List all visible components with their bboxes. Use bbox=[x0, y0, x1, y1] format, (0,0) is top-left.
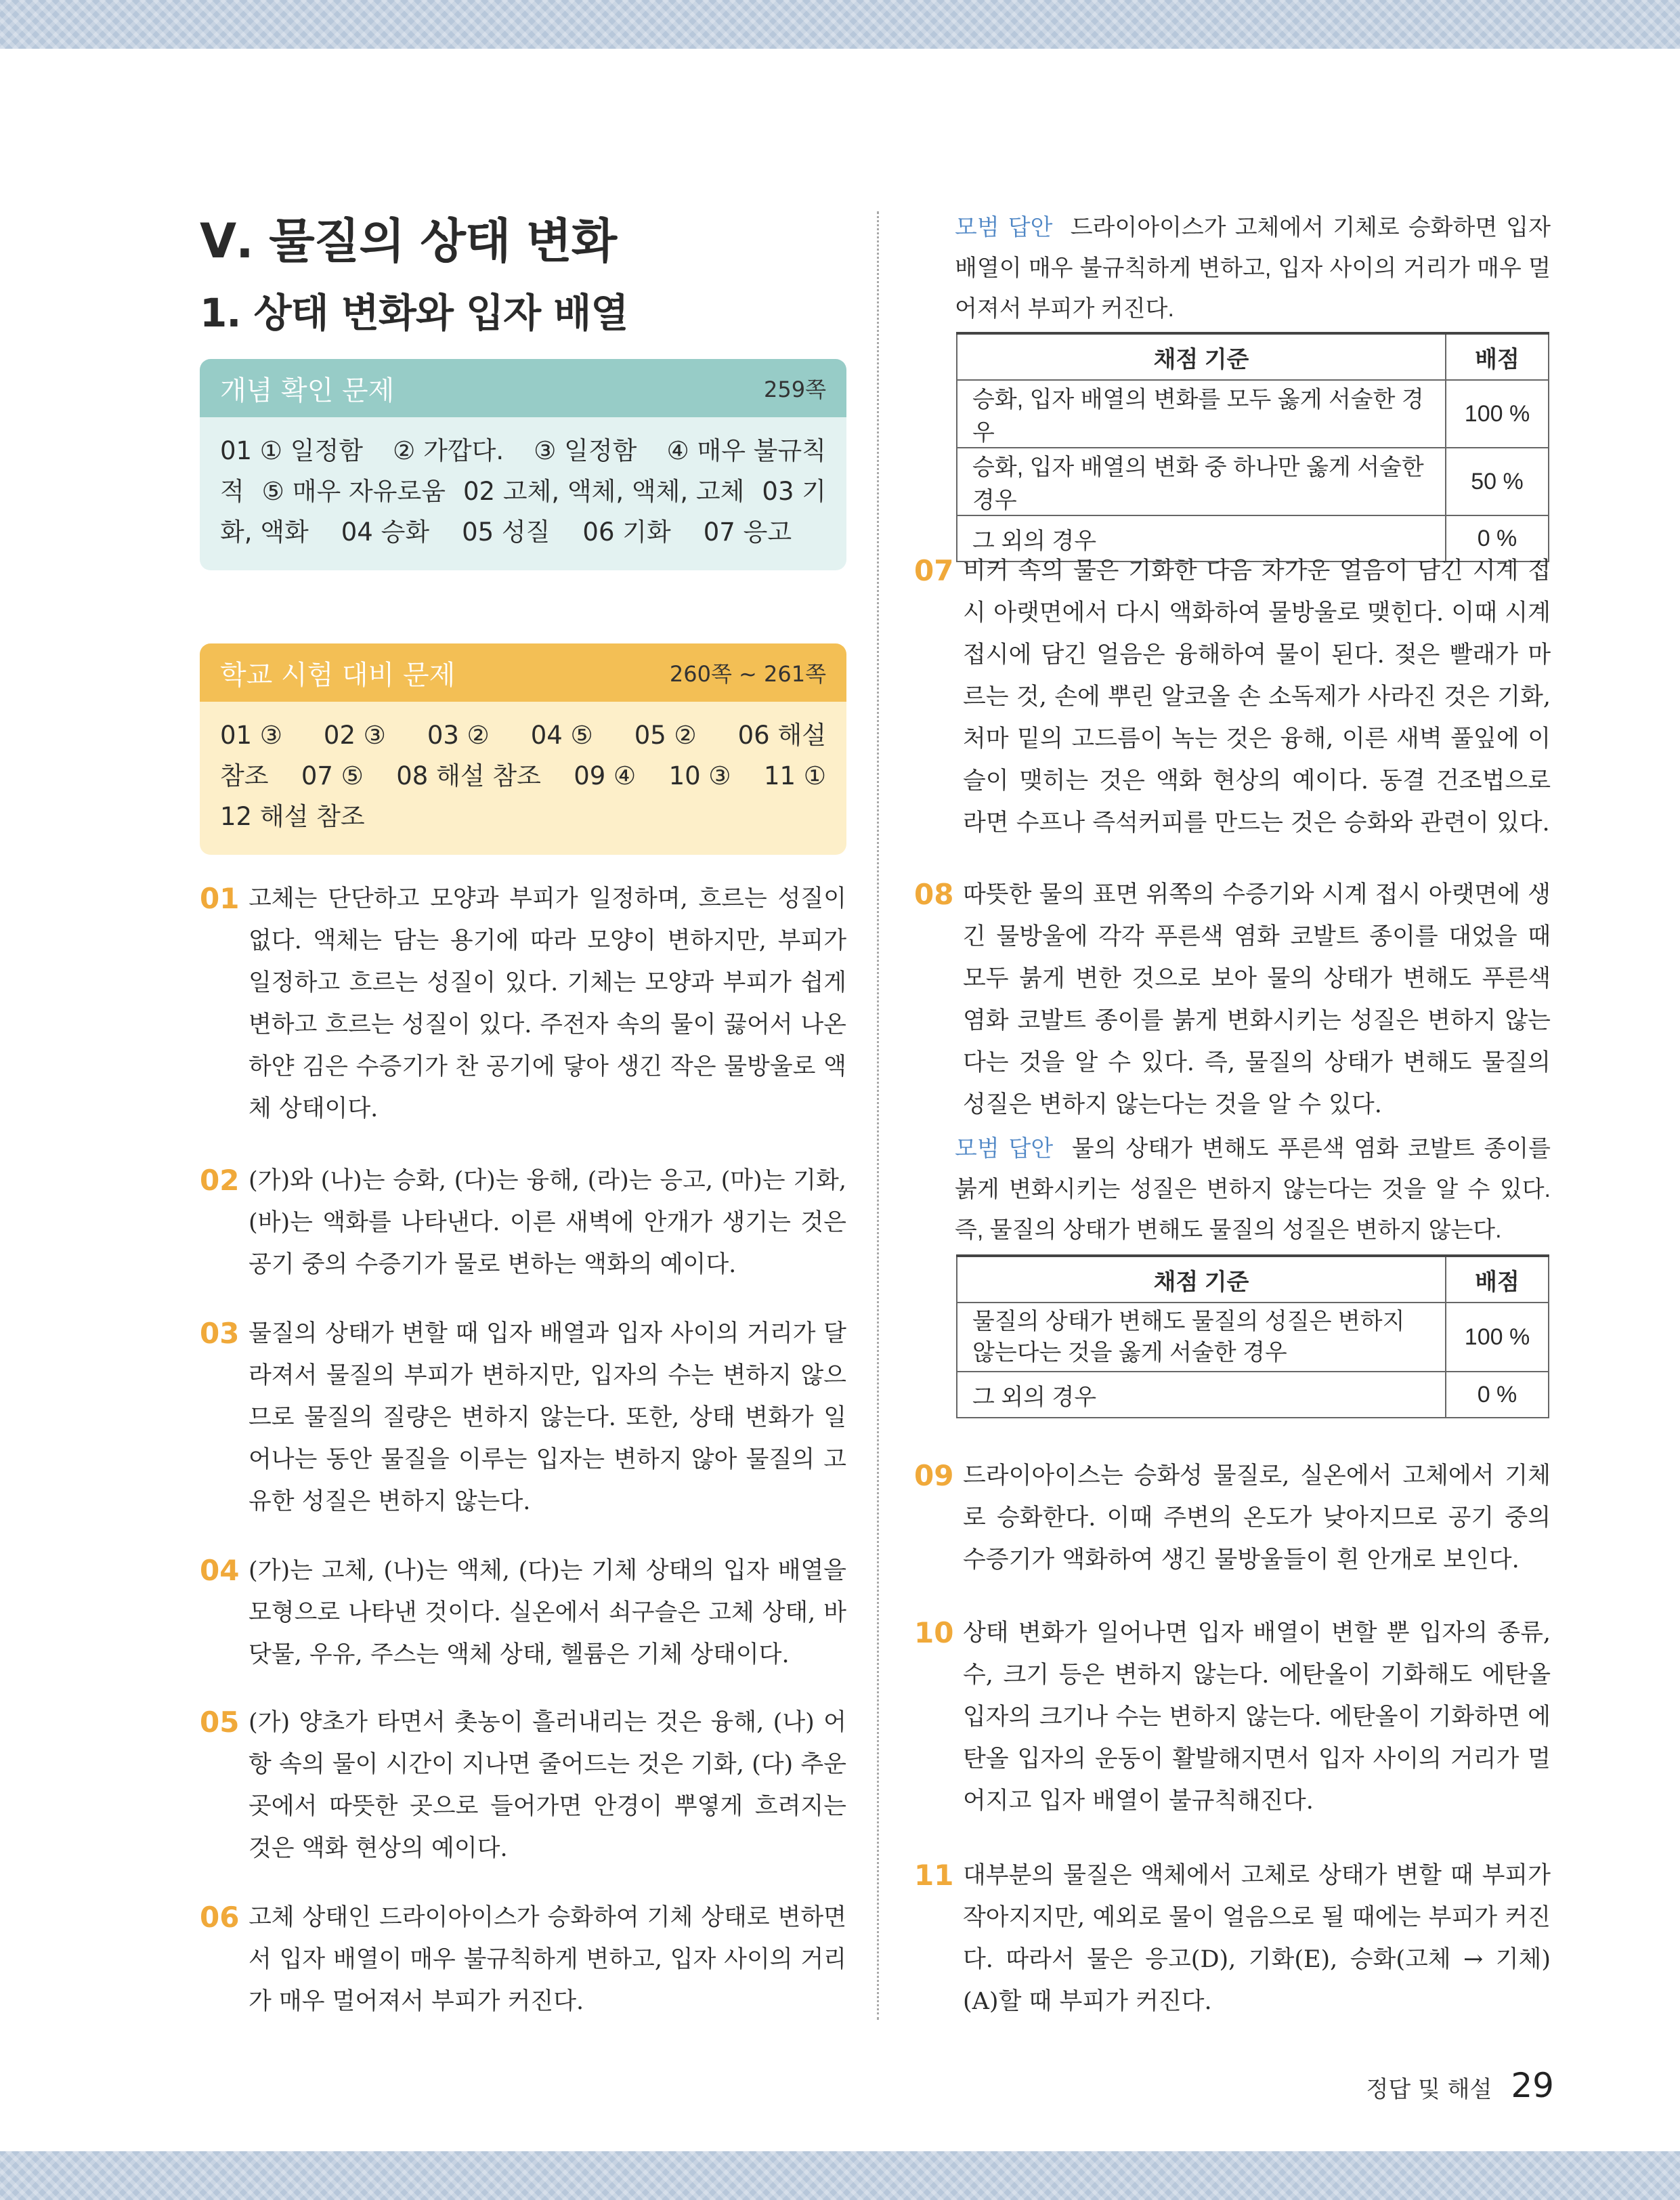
score-cell: 100 % bbox=[1446, 1303, 1549, 1372]
explanation-04 bbox=[200, 1550, 846, 1676]
criteria-header: 채점 기준 bbox=[957, 1256, 1446, 1303]
model-answer-08 bbox=[955, 1128, 1551, 1250]
concept-check-title: 개념 확인 문제 bbox=[220, 375, 395, 406]
footer-label: 정답 및 해설 bbox=[1366, 2076, 1492, 2103]
answer-entry: 적 bbox=[220, 477, 244, 506]
score-cell: 0 % bbox=[1446, 1372, 1549, 1418]
item-text: 대부분의 물질은 액체에서 고체로 상태가 변할 때 부피가 작아지지만, 예외로 물이 얼음으로 될 때에는 부피가 커진다. 따라서 물은 응고(D), 기화(E), 승화(고체 → 기체)(A)할 때 부피가 커진다. bbox=[963, 1862, 1551, 2015]
page-footer bbox=[1366, 2066, 1554, 2105]
grading-table-06 bbox=[956, 332, 1549, 562]
answer-entry: 01 ① 일정함 bbox=[220, 436, 363, 465]
answer-entry: 04 ⑤ bbox=[530, 721, 593, 750]
answer-entry: 07 응고 bbox=[703, 517, 792, 547]
item-number: 03 bbox=[200, 1317, 240, 1350]
criteria-cell: 승화, 입자 배열의 변화를 모두 옳게 서술한 경우 bbox=[957, 380, 1446, 448]
answer-entry: ② 가깝다. bbox=[393, 436, 504, 465]
item-text: 비커 속의 물은 기화한 다음 차가운 얼음이 담긴 시계 접시 아랫면에서 다시 액화하여 물방울로 맺힌다. 이때 시계 접시에 담긴 얼음은 융해하여 물이 된다. 젖은 빨래가 마르는 것, 손에 뿌린 알코올 손 소독제가 사라진 것은 기화, 처마 밑의 고드름이 녹는 것은 융해, 이른 새벽 풀잎에 이슬이 맺히는 것은 액화 현상의 예이다. 동결 건조법으로 라면 수프나 즉석커피를 만드는 것은 승화와 관련이 있다. bbox=[963, 557, 1551, 837]
item-text: 드라이아이스는 승화성 물질로, 실온에서 고체에서 기체로 승화한다. 이때 주변의 온도가 낮아지므로 공기 중의 수증기가 액화하여 생긴 물방울들이 흰 안개로 보인다. bbox=[963, 1462, 1551, 1573]
answer-entry: 02 ③ bbox=[323, 721, 386, 750]
concept-check-answers bbox=[200, 417, 846, 570]
grading-table-08 bbox=[956, 1254, 1549, 1418]
school-exam-header bbox=[200, 643, 846, 702]
school-exam-answers bbox=[200, 702, 846, 855]
answer-entry: ④ 매우 불규칙 bbox=[666, 436, 826, 465]
answer-entry: 07 ⑤ bbox=[301, 761, 364, 790]
model-answer-text: 드라이아이스가 고체에서 기체로 승화하면 입자 배열이 매우 불규칙하게 변하고, 입자 사이의 거리가 매우 멀어져서 부피가 커진다. bbox=[955, 215, 1551, 322]
school-exam-title: 학교 시험 대비 문제 bbox=[220, 659, 456, 691]
school-exam-page: 260쪽 ~ 261쪽 bbox=[669, 661, 826, 687]
answer-entry: 06 기화 bbox=[582, 517, 671, 547]
item-number: 10 bbox=[914, 1616, 954, 1649]
table-header-row bbox=[957, 1256, 1549, 1303]
item-number: 11 bbox=[914, 1859, 954, 1892]
model-answer-label: 모범 답안 bbox=[955, 215, 1053, 240]
score-cell: 50 % bbox=[1446, 448, 1549, 515]
school-exam-box bbox=[200, 643, 846, 855]
answer-entry: 09 ④ bbox=[574, 761, 637, 790]
item-text: 고체는 단단하고 모양과 부피가 일정하며, 흐르는 성질이 없다. 액체는 담는 용기에 따라 모양이 변하지만, 부피가 일정하고 흐르는 성질이 있다. 기체는 모양과 부피가 쉽게 변하고 흐르는 성질이 있다. 주전자 속의 물이 끓어서 나온 하얀 김은 수증기가 찬 공기에 닿아 생긴 작은 물방울로 액체 상태이다. bbox=[249, 885, 846, 1122]
item-number: 08 bbox=[914, 878, 954, 911]
page-number: 29 bbox=[1511, 2066, 1554, 2105]
item-number: 06 bbox=[200, 1901, 240, 1934]
criteria-cell: 그 외의 경우 bbox=[957, 515, 1446, 562]
answer-entry: 01 ③ bbox=[220, 721, 283, 750]
item-text: 따뜻한 물의 표면 위쪽의 수증기와 시계 접시 아랫면에 생긴 물방울에 각각 푸른색 염화 코발트 종이를 대었을 때 모두 붉게 변한 것으로 보아 물의 상태가 변해도 푸른색 염화 코발트 종이를 붉게 변화시키는 성질은 변하지 않는다는 것을 알 수 있다. 즉, 물질의 상태가 변해도 물질의 성질은 변하지 않는다는 것을 알 수 있다. bbox=[963, 881, 1551, 1118]
criteria-header: 채점 기준 bbox=[957, 333, 1446, 380]
answer-row bbox=[220, 431, 826, 471]
table-row bbox=[957, 380, 1549, 448]
item-text: 물질의 상태가 변할 때 입자 배열과 입자 사이의 거리가 달라져서 물질의 부피가 변하지만, 입자의 수는 변하지 않으므로 물질의 질량은 변하지 않는다. 또한, 상태 변화가 일어나는 동안 물질을 이루는 입자는 변하지 않아 물질의 고유한 성질은 변하지 않는다. bbox=[249, 1320, 846, 1515]
explanation-09 bbox=[914, 1455, 1551, 1581]
item-text: 상태 변화가 일어나면 입자 배열이 변할 뿐 입자의 종류, 수, 크기 등은 변하지 않는다. 에탄올이 기화해도 에탄올 입자의 크기나 수는 변하지 않는다. 에탄올이 기화하면 에탄올 입자의 운동이 활발해지면서 입자 사이의 거리가 멀어지고 입자 배열이 불규칙해진다. bbox=[963, 1620, 1551, 1815]
answer-entry: 05 성질 bbox=[462, 517, 551, 547]
answer-entry: 12 해설 참조 bbox=[220, 802, 365, 831]
answer-entry: 03 ② bbox=[427, 721, 490, 750]
concept-check-header bbox=[200, 359, 846, 417]
explanation-02 bbox=[200, 1160, 846, 1286]
answer-row bbox=[220, 471, 826, 512]
score-header: 배점 bbox=[1446, 333, 1549, 380]
table-row bbox=[957, 448, 1549, 515]
criteria-cell: 물질의 상태가 변해도 물질의 성질은 변하지 않는다는 것을 옳게 서술한 경우 bbox=[957, 1303, 1446, 1372]
explanation-07 bbox=[914, 550, 1551, 844]
answer-entry: ③ 일정함 bbox=[534, 436, 637, 465]
item-number: 01 bbox=[200, 882, 240, 915]
concept-check-page: 259쪽 bbox=[764, 377, 826, 402]
explanation-08 bbox=[914, 874, 1551, 1126]
item-number: 02 bbox=[200, 1164, 240, 1197]
explanation-03 bbox=[200, 1313, 846, 1523]
answer-entry: 08 해설 참조 bbox=[396, 761, 541, 790]
model-answer-06 bbox=[955, 207, 1551, 329]
answer-entry: 화, 액화 bbox=[220, 517, 309, 547]
table-header-row bbox=[957, 333, 1549, 380]
explanation-10 bbox=[914, 1612, 1551, 1822]
top-decorative-band bbox=[0, 0, 1680, 49]
item-number: 09 bbox=[914, 1459, 954, 1492]
answer-entry: ⑤ 매우 자유로움 bbox=[261, 477, 446, 506]
explanation-05 bbox=[200, 1701, 846, 1869]
answer-entry: 03 기 bbox=[762, 477, 826, 506]
chapter-title: Ⅴ. 물질의 상태 변화 bbox=[200, 213, 617, 269]
criteria-cell: 그 외의 경우 bbox=[957, 1372, 1446, 1418]
answer-entry: 06 해설 bbox=[737, 721, 826, 750]
explanation-11 bbox=[914, 1855, 1551, 2023]
model-answer-label: 모범 답안 bbox=[955, 1136, 1054, 1162]
column-divider bbox=[877, 211, 879, 2020]
explanation-01 bbox=[200, 878, 846, 1130]
item-text: (가)는 고체, (나)는 액체, (다)는 기체 상태의 입자 배열을 모형으로 나타낸 것이다. 실온에서 쇠구슬은 고체 상태, 바닷물, 우유, 주스는 액체 상태, 헬륨은 기체 상태이다. bbox=[249, 1557, 846, 1668]
concept-check-box bbox=[200, 359, 846, 570]
answer-entry: 04 승화 bbox=[341, 517, 430, 547]
item-number: 04 bbox=[200, 1554, 240, 1587]
table-row bbox=[957, 1303, 1549, 1372]
item-number: 05 bbox=[200, 1706, 240, 1739]
score-cell: 0 % bbox=[1446, 515, 1549, 562]
answer-entry: 05 ② bbox=[634, 721, 697, 750]
answer-row bbox=[220, 512, 826, 553]
section-title: 1. 상태 변화와 입자 배열 bbox=[200, 290, 628, 336]
answer-entry: 11 ① bbox=[763, 761, 826, 790]
item-number: 07 bbox=[914, 554, 954, 587]
answer-entry: 참조 bbox=[220, 761, 269, 790]
model-answer-text: 물의 상태가 변해도 푸른색 염화 코발트 종이를 붉게 변화시키는 성질은 변하지 않는다는 것을 알 수 있다. 즉, 물질의 상태가 변해도 물질의 성질은 변하지 않는다. bbox=[955, 1136, 1551, 1243]
item-text: (가) 양초가 타면서 촛농이 흘러내리는 것은 융해, (나) 어항 속의 물이 시간이 지나면 줄어드는 것은 기화, (다) 추운 곳에서 따뜻한 곳으로 들어가면 안경이 뿌옇게 흐려지는 것은 액화 현상의 예이다. bbox=[249, 1709, 846, 1862]
bottom-decorative-band bbox=[0, 2151, 1680, 2200]
criteria-cell: 승화, 입자 배열의 변화 중 하나만 옳게 서술한 경우 bbox=[957, 448, 1446, 515]
answer-row bbox=[220, 797, 826, 837]
item-text: 고체 상태인 드라이아이스가 승화하여 기체 상태로 변하면서 입자 배열이 매우 불규칙하게 변하고, 입자 사이의 거리가 매우 멀어져서 부피가 커진다. bbox=[249, 1904, 846, 2015]
explanation-06 bbox=[200, 1897, 846, 2023]
score-header: 배점 bbox=[1446, 1256, 1549, 1303]
answer-entry: 10 ③ bbox=[668, 761, 731, 790]
table-row bbox=[957, 1372, 1549, 1418]
item-text: (가)와 (나)는 승화, (다)는 융해, (라)는 응고, (마)는 기화, (바)는 액화를 나타낸다. 이른 새벽에 안개가 생기는 것은 공기 중의 수증기가 물로 변하는 액화의 예이다. bbox=[249, 1167, 846, 1278]
answer-entry: 02 고체, 액체, 액체, 고체 bbox=[463, 477, 745, 506]
answer-row bbox=[220, 715, 826, 756]
score-cell: 100 % bbox=[1446, 380, 1549, 448]
answer-row bbox=[220, 756, 826, 797]
